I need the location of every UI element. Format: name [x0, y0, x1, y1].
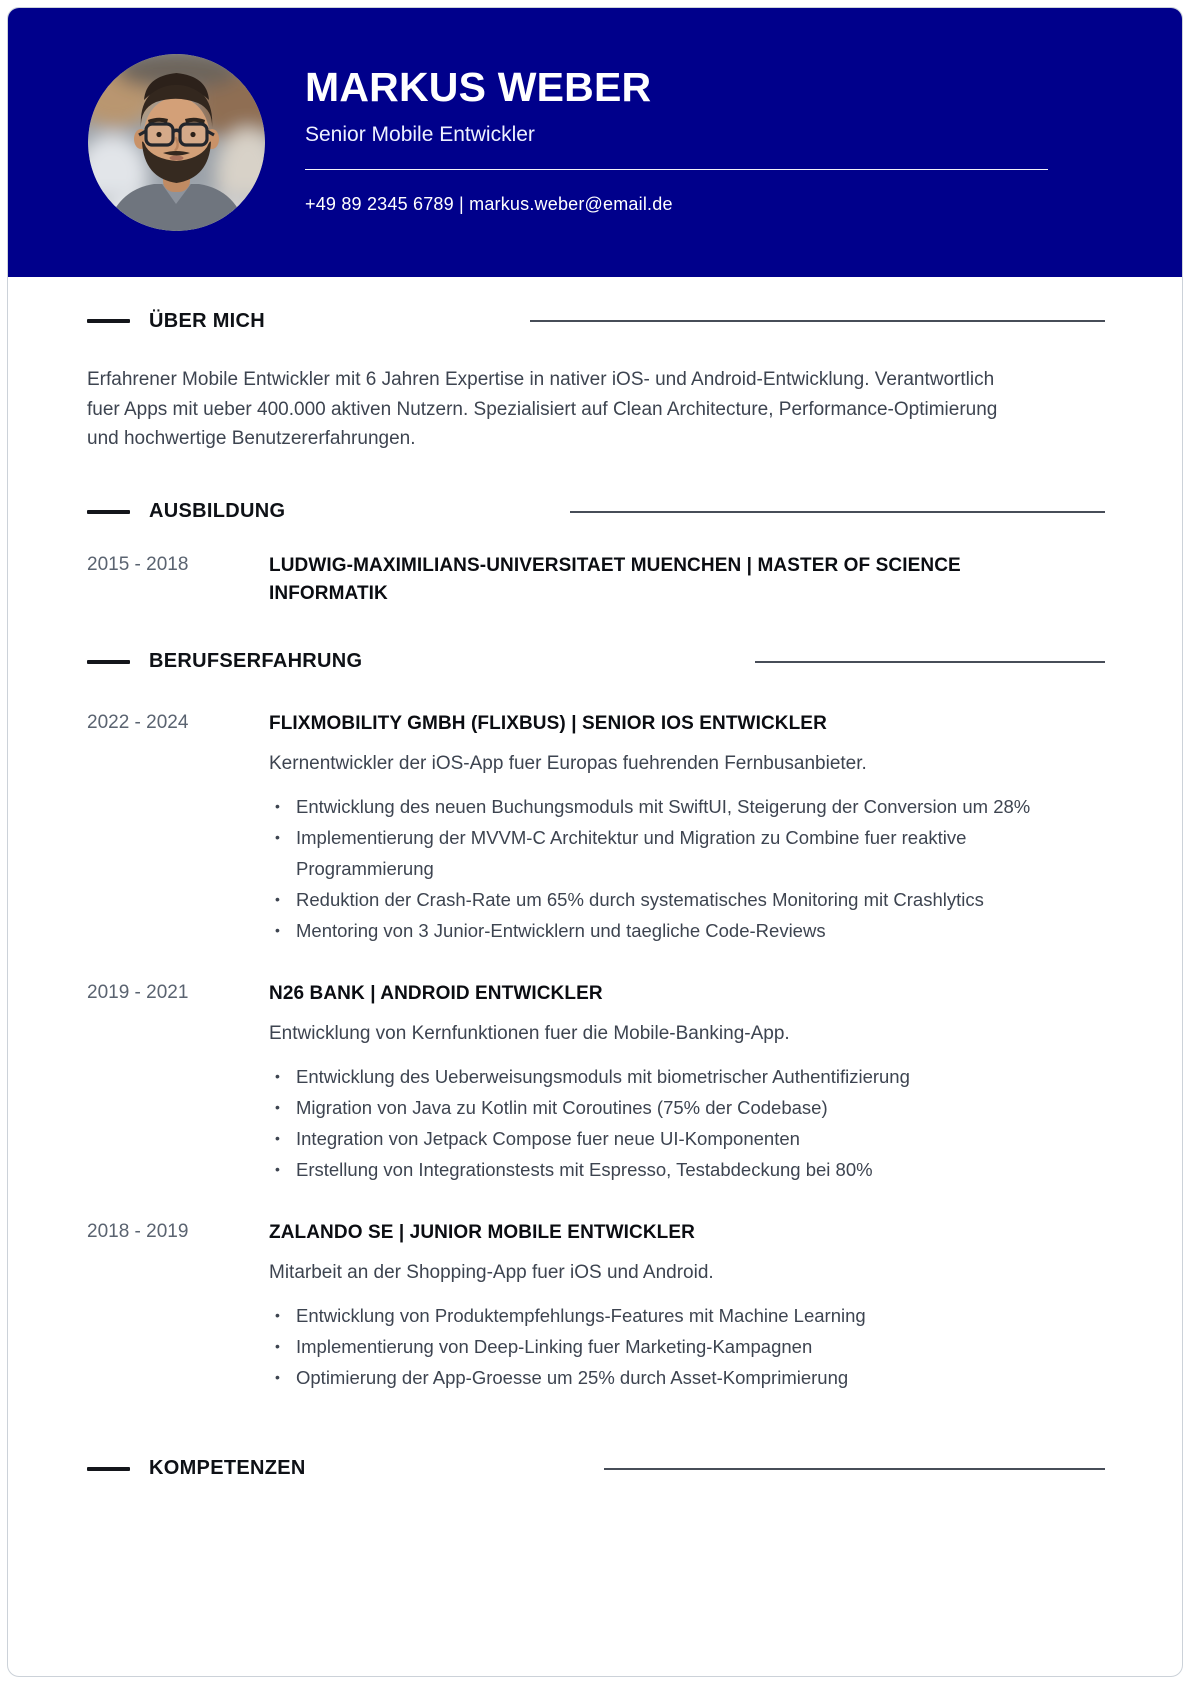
entry-description: Mitarbeit an der Shopping-App fuer iOS und Android.: [269, 1261, 714, 1283]
header-divider: [305, 169, 1048, 170]
bullet-item: • Erstellung von Integrationstests mit Espresso, Testabdeckung bei 80%: [269, 1154, 1096, 1185]
section-education: [87, 498, 1105, 608]
bullet-item: • Entwicklung des Ueberweisungsmoduls mit biometrischer Authentifizierung: [269, 1061, 1096, 1092]
bullet-item: • Entwicklung von Produktempfehlungs-Features mit Machine Learning: [269, 1300, 1096, 1331]
profile-photo: [88, 54, 265, 231]
heading-rule: [530, 320, 1105, 322]
entry-body: [269, 1219, 1105, 1393]
bullet-list: [269, 1061, 1105, 1185]
entry-title: N26 BANK | ANDROID ENTWICKLER: [269, 982, 603, 1004]
section-experience-heading-row: [87, 648, 1105, 676]
heading-rule: [570, 511, 1105, 513]
heading-dash: [87, 510, 130, 514]
resume-body: [8, 307, 1182, 1483]
header-info: [305, 66, 1048, 214]
entry-title: LUDWIG-MAXIMILIANS-UNIVERSITAET MUENCHEN | MASTER OF SCIENCE INFORMATIK: [269, 554, 961, 604]
bullet-item: • Optimierung der App-Groesse um 25% durch Asset-Komprimierung: [269, 1362, 1096, 1393]
section-skills: [87, 1455, 1105, 1483]
section-skills-title: KOMPETENZEN: [149, 1457, 306, 1479]
entry-dates: 2022 - 2024: [87, 711, 189, 733]
heading-dash: [87, 319, 130, 323]
bullet-item: • Integration von Jetpack Compose fuer neue UI-Komponenten: [269, 1123, 1096, 1154]
entry-title: ZALANDO SE | JUNIOR MOBILE ENTWICKLER: [269, 1221, 695, 1243]
person-name: MARKUS WEBER: [305, 64, 652, 111]
bullet-list: [269, 791, 1105, 946]
bullet-item: • Entwicklung des neuen Buchungsmoduls mit SwiftUI, Steigerung der Conversion um 28%: [269, 791, 1096, 822]
heading-dash: [87, 1467, 130, 1471]
section-education-heading-row: [87, 498, 1105, 526]
bullet-item: • Reduktion der Crash-Rate um 65% durch systematisches Monitoring mit Crashlytics: [269, 884, 1096, 915]
about-text: Erfahrener Mobile Entwickler mit 6 Jahren Expertise in nativer iOS- und Android-Entwicklung. Verantwortlich fuer Apps mit ueber 400.000 aktiven Nutzern. Spezialisiert auf Clean Architecture, Performance-Optimierung und hochwertige Benutzererfahrungen.: [87, 369, 998, 449]
bullet-item: • Implementierung der MVVM-C Architektur und Migration zu Combine fuer reaktive Programmierung: [269, 822, 1096, 884]
experience-entry: [87, 980, 1105, 1185]
section-skills-heading-row: [87, 1455, 1105, 1483]
entry-dates: 2019 - 2021: [87, 981, 189, 1003]
entry-body: [269, 980, 1105, 1185]
entry-dates: 2015 - 2018: [87, 553, 189, 575]
heading-rule: [604, 1468, 1105, 1470]
experience-entry: [87, 710, 1105, 946]
entry-description: Entwicklung von Kernfunktionen fuer die Mobile-Banking-App.: [269, 1022, 790, 1044]
header: [8, 8, 1182, 277]
entry-description: Kernentwickler der iOS-App fuer Europas fuehrenden Fernbusanbieter.: [269, 752, 867, 774]
bullet-item: • Mentoring von 3 Junior-Entwicklern und taegliche Code-Reviews: [269, 915, 1096, 946]
bullet-item: • Implementierung von Deep-Linking fuer Marketing-Kampagnen: [269, 1331, 1096, 1362]
resume-page: [7, 7, 1183, 1677]
section-about-title: ÜBER MICH: [149, 309, 266, 332]
experience-entry: [87, 1219, 1105, 1393]
entry-body: [269, 710, 1105, 946]
section-about-heading-row: [87, 307, 1105, 335]
person-job-title: Senior Mobile Entwickler: [305, 122, 535, 146]
entry-title: FLIXMOBILITY GMBH (FLIXBUS) | SENIOR IOS ENTWICKLER: [269, 712, 827, 734]
bullet-list: [269, 1300, 1105, 1393]
section-experience: [87, 648, 1105, 1393]
section-education-title: AUSBILDUNG: [149, 500, 286, 522]
entry-dates: 2018 - 2019: [87, 1220, 189, 1242]
entry-body: [269, 552, 1105, 608]
section-experience-title: BERUFSERFAHRUNG: [149, 650, 363, 672]
heading-rule: [755, 661, 1105, 663]
education-entry: [87, 552, 1105, 608]
heading-dash: [87, 660, 130, 664]
bullet-item: • Migration von Java zu Kotlin mit Coroutines (75% der Codebase): [269, 1092, 1096, 1123]
section-about: [87, 307, 1105, 454]
contact-line: +49 89 2345 6789 | markus.weber@email.de: [305, 193, 673, 214]
profile-photo-illustration: [88, 54, 265, 231]
